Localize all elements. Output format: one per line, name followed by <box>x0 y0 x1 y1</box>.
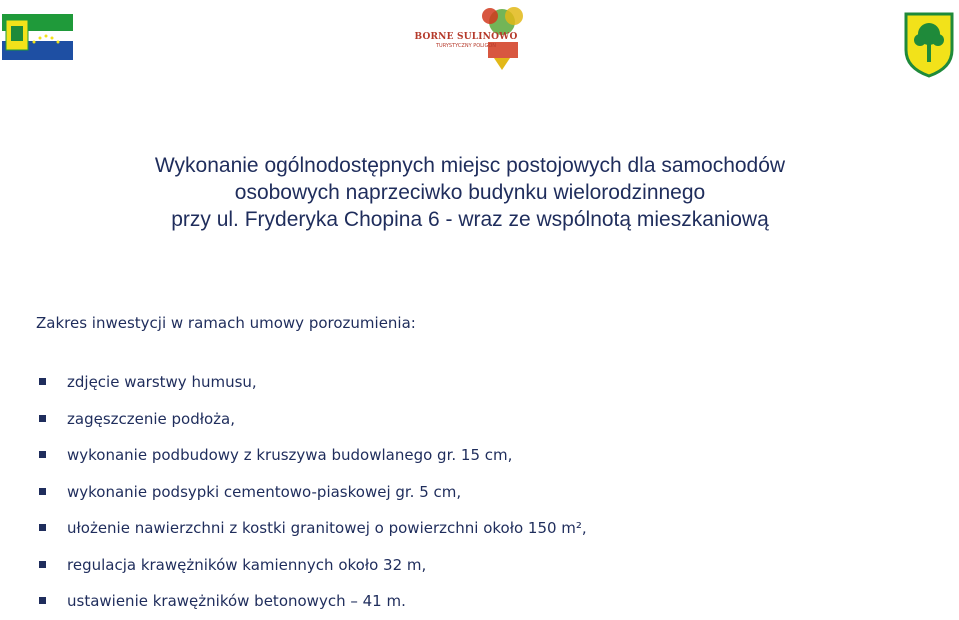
title-line-3: przy ul. Fryderyka Chopina 6 - wraz ze wspólnotą mieszkaniową <box>171 208 769 231</box>
square-bullet-icon <box>39 415 46 422</box>
list-item: zdjęcie warstwy humusu, <box>36 364 587 401</box>
title-line-1: Wykonanie ogólnodostępnych miejsc postojowych dla samochodów <box>154 154 786 177</box>
square-bullet-icon <box>39 524 46 531</box>
list-item: wykonanie podbudowy z kruszywa budowlanego gr. 15 cm, <box>36 437 587 474</box>
list-item: zagęszczenie podłoża, <box>36 401 587 438</box>
coat-of-arms-image <box>902 10 956 78</box>
square-bullet-icon <box>39 561 46 568</box>
title-line-2: osobowych naprzeciwko budynku wielorodzinnego <box>234 181 706 204</box>
logo-title: BORNE SULINOWO <box>414 32 518 42</box>
list-item: ustawienie krawężników betonowych – 41 m. <box>36 583 587 620</box>
square-bullet-icon <box>39 378 46 385</box>
municipal-flag-image <box>2 14 73 60</box>
square-bullet-icon <box>39 597 46 604</box>
logo-subtitle: TURYSTYCZNY POLIGON <box>436 43 496 49</box>
page-title <box>90 152 850 233</box>
scope-list <box>36 364 587 620</box>
square-bullet-icon <box>39 488 46 495</box>
list-item: regulacja krawężników kamiennych około 32 m, <box>36 547 587 584</box>
scope-heading: Zakres inwestycji w ramach umowy porozumienia: <box>36 314 416 332</box>
square-bullet-icon <box>39 451 46 458</box>
list-item: ułożenie nawierzchni z kostki granitowej o powierzchni około 150 m², <box>36 510 587 547</box>
list-item: wykonanie podsypki cementowo-piaskowej gr. 5 cm, <box>36 474 587 511</box>
